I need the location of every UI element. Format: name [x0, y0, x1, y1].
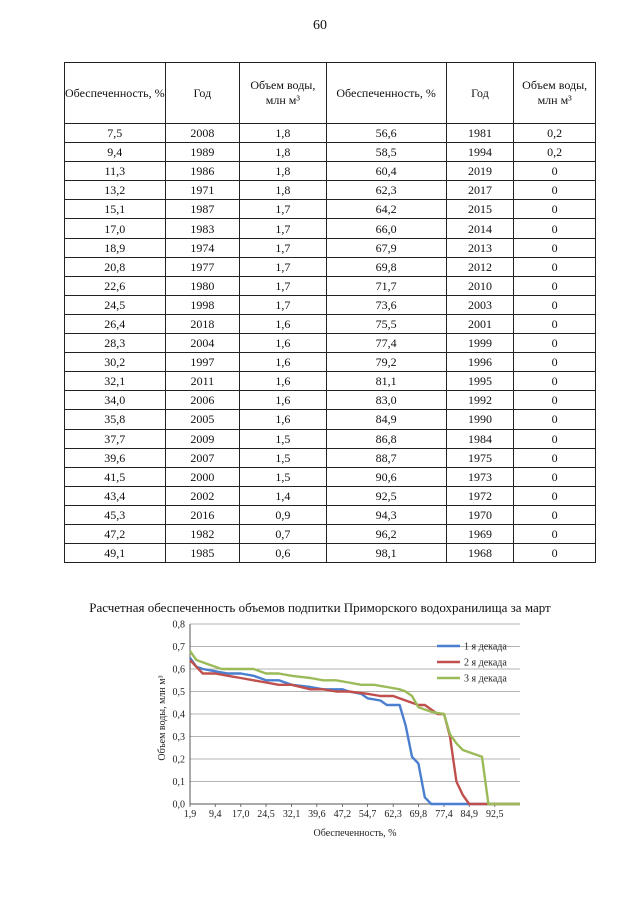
table-row	[65, 372, 596, 391]
table-cell: 0	[514, 181, 596, 200]
table-cell: 1972	[446, 486, 514, 505]
table-cell: 2000	[165, 467, 240, 486]
table-cell: 7,5	[65, 124, 166, 143]
x-tick-label: 9,4	[208, 809, 222, 820]
y-tick-label: 0,5	[172, 687, 185, 698]
table-cell: 1974	[165, 238, 240, 257]
x-tick-label: 17,0	[232, 809, 250, 820]
x-tick-label: 62,3	[384, 809, 402, 820]
column-header: Объем воды, млн м³	[514, 63, 596, 124]
table-cell: 15,1	[65, 200, 166, 219]
table-cell: 1,6	[240, 372, 326, 391]
table-cell: 0	[514, 372, 596, 391]
table-cell: 0	[514, 448, 596, 467]
table-cell: 1,6	[240, 353, 326, 372]
table-cell: 39,6	[65, 448, 166, 467]
table-row	[65, 353, 596, 372]
table-cell: 2014	[446, 219, 514, 238]
table-row	[65, 238, 596, 257]
table-cell: 69,8	[326, 257, 446, 276]
table-cell: 0	[514, 219, 596, 238]
table-cell: 2018	[165, 314, 240, 333]
table-cell: 94,3	[326, 505, 446, 524]
table-cell: 1996	[446, 353, 514, 372]
table-cell: 0	[514, 353, 596, 372]
table-cell: 2005	[165, 410, 240, 429]
table-cell: 1,8	[240, 143, 326, 162]
table-row	[65, 124, 596, 143]
table-cell: 2013	[446, 238, 514, 257]
table-cell: 0	[514, 467, 596, 486]
table-cell: 24,5	[65, 295, 166, 314]
legend-label-1: 1 я декада	[464, 641, 507, 653]
table-cell: 1992	[446, 391, 514, 410]
table-cell: 81,1	[326, 372, 446, 391]
x-tick-label: 32,1	[282, 809, 301, 820]
table-cell: 0	[514, 238, 596, 257]
table-cell: 47,2	[65, 524, 166, 543]
chart-title: Расчетная обеспеченность объемов подпитки Приморского водохранилища за март	[89, 600, 551, 615]
table-cell: 1987	[165, 200, 240, 219]
table-cell: 0	[514, 429, 596, 448]
y-tick-label: 0,1	[172, 777, 185, 788]
table-cell: 0	[514, 314, 596, 333]
table-row	[65, 448, 596, 467]
table-cell: 0	[514, 544, 596, 563]
column-header: Обеспеченность, %	[65, 63, 166, 124]
table-row	[65, 181, 596, 200]
table-cell: 1977	[165, 257, 240, 276]
table-cell: 2011	[165, 372, 240, 391]
table-row	[65, 334, 596, 353]
table-cell: 22,6	[65, 276, 166, 295]
column-header: Обеспеченность, %	[326, 63, 446, 124]
x-axis-title: Обеспеченность, %	[313, 828, 397, 839]
table-cell: 56,6	[326, 124, 446, 143]
table-row	[65, 162, 596, 181]
table-cell: 86,8	[326, 429, 446, 448]
y-tick-label: 0,8	[172, 619, 185, 631]
table-cell: 1,6	[240, 334, 326, 353]
table-cell: 0	[514, 276, 596, 295]
table-cell: 75,5	[326, 314, 446, 333]
table-cell: 0	[514, 505, 596, 524]
table-cell: 1,8	[240, 124, 326, 143]
table-cell: 1982	[165, 524, 240, 543]
table-cell: 62,3	[326, 181, 446, 200]
y-tick-label: 0,4	[172, 709, 185, 721]
table-cell: 1985	[165, 544, 240, 563]
y-tick-label: 0,3	[172, 732, 185, 743]
x-tick-label: 54,7	[358, 809, 377, 820]
table-cell: 64,2	[326, 200, 446, 219]
table-cell: 1,7	[240, 219, 326, 238]
table-cell: 2003	[446, 295, 514, 314]
table-cell: 1990	[446, 410, 514, 429]
legend-label-3: 3 я декада	[464, 673, 507, 685]
table-cell: 0,2	[514, 143, 596, 162]
table-cell: 90,6	[326, 467, 446, 486]
table-cell: 2006	[165, 391, 240, 410]
table-cell: 1,6	[240, 391, 326, 410]
table-cell: 1,8	[240, 162, 326, 181]
table-cell: 1,5	[240, 467, 326, 486]
x-tick-label: 69,8	[409, 809, 428, 820]
table-cell: 17,0	[65, 219, 166, 238]
table-cell: 66,0	[326, 219, 446, 238]
x-tick-label: 47,2	[333, 809, 352, 820]
table-cell: 26,4	[65, 314, 166, 333]
table-cell: 0	[514, 486, 596, 505]
table-cell: 2002	[165, 486, 240, 505]
table-cell: 34,0	[65, 391, 166, 410]
table-cell: 1983	[165, 219, 240, 238]
table-row	[65, 524, 596, 543]
table-row	[65, 295, 596, 314]
table-row	[65, 544, 596, 563]
table-row	[65, 200, 596, 219]
table-cell: 2016	[165, 505, 240, 524]
table-cell: 83,0	[326, 391, 446, 410]
chart-legend	[437, 642, 507, 685]
column-header: Год	[165, 63, 240, 124]
table-cell: 1975	[446, 448, 514, 467]
table-cell: 0	[514, 410, 596, 429]
table-cell: 60,4	[326, 162, 446, 181]
table-cell: 1,7	[240, 276, 326, 295]
table-cell: 1981	[446, 124, 514, 143]
x-tick-label: 84,9	[460, 809, 478, 820]
table-row	[65, 314, 596, 333]
column-header: Объем воды, млн м³	[240, 63, 326, 124]
table-cell: 1995	[446, 372, 514, 391]
y-tick-label: 0,7	[172, 642, 185, 653]
table-cell: 45,3	[65, 505, 166, 524]
table-cell: 1986	[165, 162, 240, 181]
y-axis-title: Объем воды, млн м³	[157, 675, 168, 761]
table-cell: 2015	[446, 200, 514, 219]
table-cell: 30,2	[65, 353, 166, 372]
table-cell: 37,7	[65, 429, 166, 448]
table-row	[65, 257, 596, 276]
table-cell: 1973	[446, 467, 514, 486]
table-cell: 2019	[446, 162, 514, 181]
column-header: Год	[446, 63, 514, 124]
table-cell: 2017	[446, 181, 514, 200]
table-cell: 1,7	[240, 238, 326, 257]
table-cell: 0,2	[514, 124, 596, 143]
table-cell: 1980	[165, 276, 240, 295]
table-cell: 92,5	[326, 486, 446, 505]
table-row	[65, 429, 596, 448]
table-cell: 1994	[446, 143, 514, 162]
line-chart	[0, 610, 640, 840]
table-cell: 2008	[165, 124, 240, 143]
table-cell: 2012	[446, 257, 514, 276]
table-cell: 41,5	[65, 467, 166, 486]
table-row	[65, 486, 596, 505]
table-cell: 71,7	[326, 276, 446, 295]
table-cell: 1971	[165, 181, 240, 200]
table-row	[65, 505, 596, 524]
table-cell: 1997	[165, 353, 240, 372]
table-cell: 2007	[165, 448, 240, 467]
legend-label-2: 2 я декада	[464, 657, 507, 669]
table-cell: 2010	[446, 276, 514, 295]
table-cell: 1,6	[240, 314, 326, 333]
table-cell: 0	[514, 334, 596, 353]
y-tick-label: 0,2	[172, 754, 185, 766]
table-cell: 88,7	[326, 448, 446, 467]
table-cell: 96,2	[326, 524, 446, 543]
table-cell: 79,2	[326, 353, 446, 372]
table-cell: 18,9	[65, 238, 166, 257]
table-cell: 98,1	[326, 544, 446, 563]
table-row	[65, 219, 596, 238]
table-cell: 1969	[446, 524, 514, 543]
x-tick-label: 24,5	[257, 809, 275, 820]
x-tick-label: 77,4	[435, 809, 453, 820]
table-row	[65, 467, 596, 486]
table-cell: 11,3	[65, 162, 166, 181]
table-cell: 49,1	[65, 544, 166, 563]
table-cell: 1,5	[240, 429, 326, 448]
table-cell: 1,6	[240, 410, 326, 429]
table-body	[65, 124, 596, 563]
table-cell: 58,5	[326, 143, 446, 162]
table-cell: 32,1	[65, 372, 166, 391]
table-cell: 13,2	[65, 181, 166, 200]
table-cell: 28,3	[65, 334, 166, 353]
table-cell: 1989	[165, 143, 240, 162]
table-cell: 0	[514, 257, 596, 276]
page-number: 60	[313, 18, 327, 33]
table-cell: 0	[514, 200, 596, 219]
table-cell: 35,8	[65, 410, 166, 429]
table-cell: 1984	[446, 429, 514, 448]
table-cell: 1,7	[240, 200, 326, 219]
table-cell: 9,4	[65, 143, 166, 162]
table-cell: 0	[514, 391, 596, 410]
table-cell: 0	[514, 295, 596, 314]
table-row	[65, 276, 596, 295]
table-cell: 43,4	[65, 486, 166, 505]
table-row	[65, 143, 596, 162]
table-cell: 0,6	[240, 544, 326, 563]
data-table	[64, 62, 596, 563]
table-cell: 0	[514, 162, 596, 181]
table-cell: 2001	[446, 314, 514, 333]
x-tick-label: 1,9	[183, 809, 197, 820]
table-cell: 2009	[165, 429, 240, 448]
table-cell: 77,4	[326, 334, 446, 353]
table-cell: 20,8	[65, 257, 166, 276]
table-header-row	[65, 63, 596, 124]
x-tick-label: 92,5	[486, 809, 504, 820]
y-tick-label: 0,0	[172, 799, 185, 811]
table-cell: 0,9	[240, 505, 326, 524]
table-cell: 0,7	[240, 524, 326, 543]
table-row	[65, 391, 596, 410]
table-cell: 73,6	[326, 295, 446, 314]
table-cell: 2004	[165, 334, 240, 353]
table-cell: 1,4	[240, 486, 326, 505]
table-cell: 1970	[446, 505, 514, 524]
table-cell: 1,5	[240, 448, 326, 467]
x-tick-label: 39,6	[308, 809, 326, 820]
table-cell: 84,9	[326, 410, 446, 429]
table-cell: 1998	[165, 295, 240, 314]
table-cell: 67,9	[326, 238, 446, 257]
table-cell: 1,7	[240, 257, 326, 276]
y-tick-label: 0,6	[172, 664, 185, 676]
table-cell: 1,8	[240, 181, 326, 200]
table-cell: 0	[514, 524, 596, 543]
table-row	[65, 410, 596, 429]
table-cell: 1968	[446, 544, 514, 563]
table-cell: 1999	[446, 334, 514, 353]
table-cell: 1,7	[240, 295, 326, 314]
